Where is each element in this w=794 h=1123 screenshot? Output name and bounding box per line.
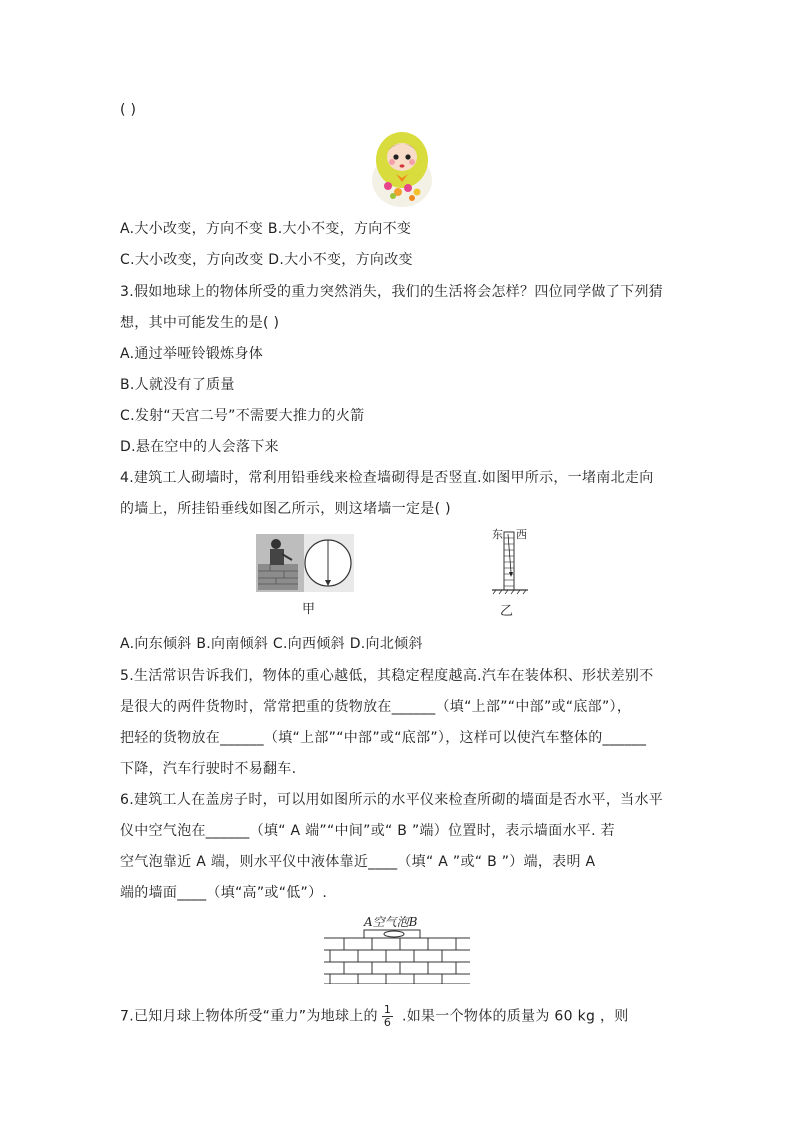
q4-options: A.向东倾斜 B.向南倾斜 C.向西倾斜 D.向北倾斜 <box>120 636 423 652</box>
q6-line4: 端的墙面____（填“高”或“低”）. <box>120 885 328 901</box>
q6-line2: 仪中空气泡在______（填“ A 端”“中间”或“ B ”端）位置时，表示墙面水平. 若 <box>120 823 615 839</box>
one-sixth-fraction <box>382 1004 393 1029</box>
q4-stem-line1: 4.建筑工人砌墙时，常利用铅垂线来检查墙砌得是否竖直.如图甲所示，一堵南北走向 <box>120 470 654 486</box>
q5-line3: 把轻的货物放在______（填“上部”“中部”或“底部”），这样可以使汽车整体的______ <box>120 730 647 746</box>
q2-answer-paren: ( ) <box>120 102 137 118</box>
q6-line3: 空气泡靠近 A 端，则水平仪中液体靠近____（填“ A ”或“ B ”）端，表明 A <box>120 854 596 870</box>
figure-jia-label: 甲 <box>302 602 316 617</box>
fraction-numerator: 1 <box>383 1003 392 1016</box>
label-east: 东 <box>492 528 503 541</box>
q3-option-d: D.悬在空中的人会落下来 <box>120 439 279 455</box>
figure-jia-wall-photo <box>256 534 354 592</box>
q3-option-c: C.发射“天宫二号”不需要大推力的火箭 <box>120 408 365 424</box>
figure-spirit-level-brick-wall <box>324 928 470 984</box>
q3-stem-line2: 想，其中可能发生的是( ) <box>120 315 280 331</box>
fraction-denominator: 6 <box>383 1016 392 1029</box>
q4-stem-line2: 的墙上，所挂铅垂线如图乙所示，则这堵墙一定是( ) <box>120 501 451 517</box>
q5-line1: 5.生活常识告诉我们，物体的重心越低，其稳定程度越高.汽车在装体积、形状差别不 <box>120 668 654 684</box>
figure-yi-plumb-line <box>488 530 532 596</box>
figure-yi-label: 乙 <box>500 604 514 619</box>
q6-line1: 6.建筑工人在盖房子时，可以用如图所示的水平仪来检查所砌的墙面是否水平，当水平 <box>120 792 664 808</box>
label-west: 西 <box>516 528 527 541</box>
q5-line4: 下降，汽车行驶时不易翻车. <box>120 761 297 777</box>
q3-option-a: A.通过举哑铃锻炼身体 <box>120 346 264 362</box>
tumbler-doll-image <box>368 130 436 208</box>
q2-options-ab: A.大小改变，方向不变 B.大小不变，方向不变 <box>120 221 412 237</box>
level-figure-label: A空气泡B <box>364 915 418 929</box>
q3-option-b: B.人就没有了质量 <box>120 377 235 393</box>
q2-options-cd: C.大小改变，方向改变 D.大小不变，方向改变 <box>120 252 413 268</box>
q7-suffix: .如果一个物体的质量为 60 kg ，则 <box>397 1008 629 1025</box>
q3-stem-line1: 3.假如地球上的物体所受的重力突然消失，我们的生活将会怎样？四位同学做了下列猜 <box>120 284 664 300</box>
q7-prefix: 7.已知月球上物体所受“重力”为地球上的 <box>120 1008 378 1025</box>
q5-line2: 是很大的两件货物时，常常把重的货物放在______（填“上部”“中部”或“底部”）， <box>120 699 632 715</box>
q7-line1 <box>120 1004 629 1029</box>
